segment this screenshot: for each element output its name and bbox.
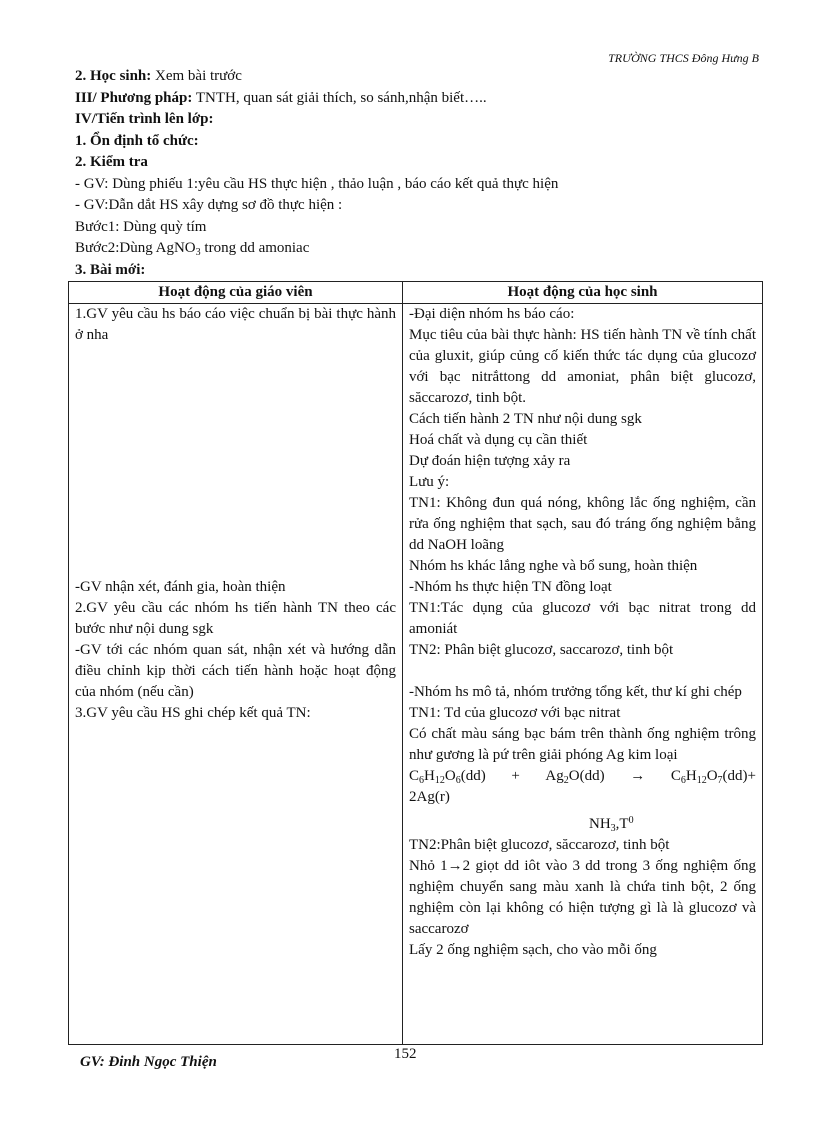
student-activity-cell <box>403 304 763 1045</box>
step-two: Bước2:Dùng AgNO$_3$ trong dd amoniac <box>75 240 310 258</box>
step-one: Bước1: Dùng quỳ tím <box>75 218 207 235</box>
student-next-step: Lấy 2 ống nghiệm sạch, cho vào mỗi ống <box>409 942 657 958</box>
page-number: 152 <box>394 1046 417 1062</box>
school-header: TRƯỜNG THCS Đông Hưng B <box>608 51 759 65</box>
student-feedback: Nhóm hs khác lắng nghe và bổ sung, hoàn thiện <box>409 558 698 574</box>
student-note-tn1: TN1: Không đun quá nóng, không lắc ống nghiệm, cần rửa ống nghiệm that sạch, sau đó tráng ống nghiệm bằng dd NaOH loãng <box>409 495 756 553</box>
teacher-step-4: -GV tới các nhóm quan sát, nhận xét và hướng dẫn điều chỉnh kịp thời cách tiến hành hoặc hoạt động của nhóm (nếu cần) <box>75 642 396 700</box>
student-record: -Nhóm hs mô tả, nhóm trưởng tổng kết, thư kí ghi chép <box>409 684 742 700</box>
teacher-activity-cell <box>69 304 403 1045</box>
student-experiment: -Nhóm hs thực hiện TN đồng loạt <box>409 579 612 595</box>
student-tn1-result-title: TN1: Td của glucozơ với bạc nitrat <box>409 705 621 721</box>
teacher-activity-header: Hoạt động của giáo viên <box>69 282 403 304</box>
organization-heading: 1. Ổn định tổ chức: <box>75 132 199 149</box>
student-tn2: TN2: Phân biệt glucozơ, saccarozơ, tinh bột <box>409 642 674 658</box>
reaction-condition: $NH_3,T^0$ <box>589 815 634 834</box>
check-heading: 2. Kiểm tra <box>75 154 148 170</box>
student-objective: Mục tiêu của bài thực hành: HS tiến hành TN về tính chất của gluxit, giúp củng cố kiến thức tác dụng của glucozơ với bạc nitrắttong dd amoniat, phân biệt glucozơ, săccarozơ, tinh bột. <box>409 327 756 406</box>
lesson-intro <box>75 66 765 281</box>
student-prediction: Dự đoán hiện tượng xảy ra <box>409 453 571 469</box>
teacher-step-5: 3.GV yêu cầu HS ghi chép kết quả TN: <box>75 705 311 721</box>
new-lesson-heading: 3. Bài mới: <box>75 261 146 278</box>
teacher-step-3: 2.GV yêu cầu các nhóm hs tiến hành TN theo các bước như nội dung sgk <box>75 600 396 637</box>
student-method: Cách tiến hành 2 TN như nội dung sgk <box>409 411 642 427</box>
teacher-step-2: -GV nhận xét, đánh gia, hoàn thiện <box>75 579 286 595</box>
chemical-equation: $C_6H_{12}O_6(dd)$ + $Ag_2O(dd)$ → $C_6H_{12}O_7(dd)+$ <box>409 768 756 786</box>
student-materials: Hoá chất và dụng cụ cần thiết <box>409 432 588 448</box>
student-tn2-title: TN2:Phân biệt glucozơ, săccarozơ, tinh bột <box>409 837 670 853</box>
teacher-step-1: 1.GV yêu cầu hs báo cáo việc chuẩn bị bài thực hành ở nha <box>75 306 396 343</box>
check-step-1: - GV: Dùng phiếu 1:yêu cầu HS thực hiện , thảo luận , báo cáo kết quả thực hiện <box>75 175 559 192</box>
activity-table <box>68 281 763 1045</box>
student-tn1-observation: Có chất màu sáng bạc bám trên thành ống nghiệm trông như gương là pứ trên giải phóng Ag kim loại <box>409 726 756 763</box>
student-activity-header: Hoạt động của học sinh <box>403 282 763 304</box>
method-line: III/ Phương pháp: TNTH, quan sát giải thích, so sánh,nhận biết….. <box>75 89 487 106</box>
student-report: -Đại diện nhóm hs báo cáo: <box>409 306 575 322</box>
student-tn2-procedure: Nhỏ 1→2 giọt dd iôt vào 3 dd trong 3 ống nghiệm ống nghiệm chuyển sang màu xanh là chứa tinh bột, 2 ống nghiệm còn lại không có hiện tượng gì là là glucozơ và saccarozơ <box>409 858 756 937</box>
student-note-label: Lưu ý: <box>409 474 450 490</box>
student-tn1: TN1:Tác dụng của glucozơ với bạc nitrat trong dd amoniát <box>409 600 756 637</box>
procedure-heading: IV/Tiến trình lên lớp: <box>75 111 214 127</box>
student-prep-line: 2. Học sinh: Xem bài trước <box>75 68 242 84</box>
teacher-name: GV: Đinh Ngọc Thiện <box>80 1054 217 1070</box>
chemical-equation-cont: 2Ag(r) <box>409 789 450 805</box>
check-step-2: - GV:Dẫn dắt HS xây dựng sơ đồ thực hiện : <box>75 197 343 213</box>
